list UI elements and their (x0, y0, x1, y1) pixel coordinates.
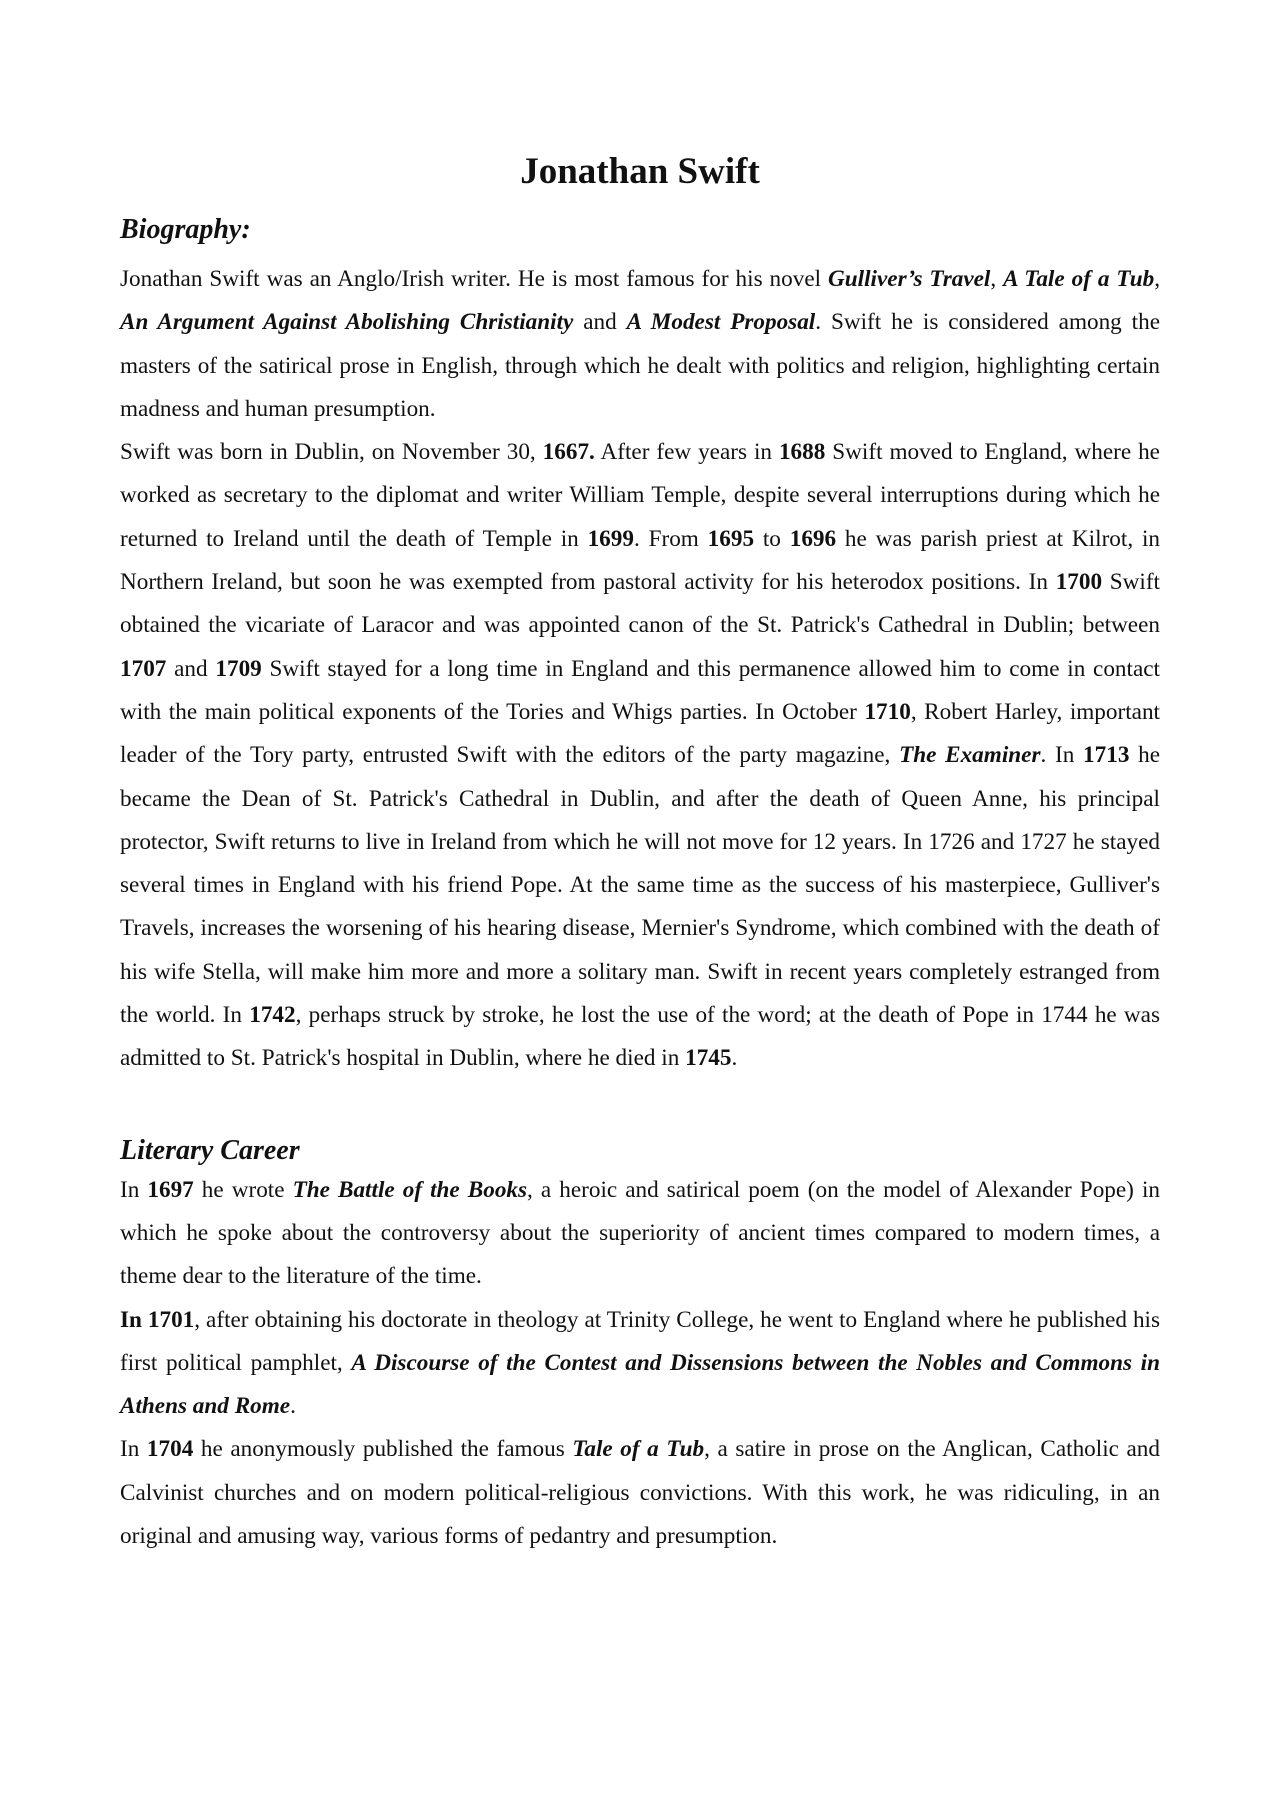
work-title: A Tale of a Tub (1003, 266, 1155, 292)
text-run: he wrote (193, 1176, 293, 1203)
text-run: , (1154, 266, 1161, 292)
text-run: . (731, 1045, 738, 1072)
text-run: . (290, 1393, 296, 1420)
year-emphasis: 1707 (120, 655, 167, 682)
text-run: , Robert Harley, important leader of the Tory party, entrusted Swift with the editors of the party magazine, (120, 698, 1160, 769)
work-title: Gulliver’s Travel (828, 266, 991, 292)
text-run: , a satire in prose on the Anglican, Catholic and Calvinist churches and on modern political-religious convictions. With this work, he was ridiculing, in an original and amusing way, various forms of pedantry and presumption. (120, 1436, 1160, 1550)
text-run: to (754, 525, 790, 552)
text-run: he anonymously published the famous (193, 1436, 573, 1463)
work-title: The Examiner (899, 742, 1041, 769)
year-emphasis: 1688 (778, 439, 826, 466)
text-run: Swift stayed for a long time in England and this permanence allowed him to come in contact with the main political exponents of the Tories and Whigs parties. In October (120, 655, 1160, 725)
text-run: Jonathan Swift was an Anglo/Irish writer. He is most famous for his novel (120, 266, 829, 292)
text-run: , a heroic and satirical poem (on the model of Alexander Pope) in which he spoke about the controversy about the superiority of ancient times compared to modern times, a theme dear to the literature of the time. (120, 1176, 1160, 1290)
text-run: . In (1040, 742, 1084, 769)
paragraph (120, 258, 1160, 431)
text-run: Swift moved to England, where he worked as secretary to the diplomat and writer William Temple, despite several interruptions during which he returned to Ireland until the death of Temple in (120, 439, 1160, 552)
year-emphasis: In 1701 (120, 1306, 195, 1333)
text-run: In (120, 1436, 147, 1463)
year-emphasis: 1695 (707, 525, 755, 552)
text-run: Swift was born in Dublin, on November 30, (120, 439, 543, 466)
year-emphasis: 1700 (1055, 569, 1103, 596)
year-emphasis: 1709 (215, 655, 262, 682)
literary-career-heading: Literary Career (120, 1134, 300, 1166)
text-run: he became the Dean of St. Patrick's Cathedral in Dublin, and after the death of Queen Anne, his principal protector, Swift returns to live in Ireland from which he will not move for 12 years. In 1726 and 1727 he stayed several times in England with his friend Pope. At the same time as the success of his masterpiece, Gulliver's Travels, increases the worsening of his hearing disease, Mernier's Syndrome, which combined with the death of his wife Stella, will make him more and more a solitary man. Swift in recent years completely estranged from the world. In (120, 742, 1161, 1029)
paragraph (120, 1428, 1160, 1558)
work-title: Tale of a Tub (572, 1436, 705, 1463)
text-run: . From (633, 525, 708, 552)
year-emphasis: 1667. (542, 439, 595, 466)
text-run: and (573, 309, 627, 336)
paragraph (120, 1299, 1160, 1429)
text-run: , after obtaining his doctorate in theology at Trinity College, he went to England where he published his first political pamphlet, (120, 1306, 1161, 1376)
document-title: Jonathan Swift (520, 151, 760, 192)
text-run: , (990, 266, 1004, 292)
text-run: Swift obtained the vicariate of Laracor and was appointed canon of the St. Patrick's Cathedral in Dublin; between (120, 569, 1160, 639)
text-run: and (166, 655, 216, 682)
text-run: he was parish priest at Kilrot, in Northern Ireland, but soon he was exempted from pastoral activity for his heterodox positions. In (120, 525, 1160, 596)
work-title: The Battle of the Books (292, 1176, 528, 1203)
year-emphasis: 1704 (146, 1436, 194, 1463)
year-emphasis: 1699 (587, 525, 634, 552)
text-run: , perhaps struck by stroke, he lost the use of the word; at the death of Pope in 1744 he was admitted to St. Patrick's hospital in Dublin, where he died in (120, 1002, 1160, 1072)
text-run: . Swift he is considered among the masters of the satirical prose in English, through which he dealt with politics and religion, highlighting certain madness and human presumption. (120, 309, 1160, 422)
year-emphasis: 1742 (249, 1002, 296, 1029)
paragraph (120, 1169, 1160, 1299)
year-emphasis: 1696 (789, 525, 837, 552)
paragraph (120, 431, 1160, 1080)
literary-career-body (120, 1169, 1160, 1559)
year-emphasis: 1745 (685, 1045, 732, 1072)
year-emphasis: 1713 (1083, 742, 1130, 769)
work-title: A Discourse of the Contest and Dissensions between the Nobles and Commons in Athens and Rome (120, 1349, 1161, 1420)
year-emphasis: 1710 (864, 698, 911, 725)
year-emphasis: 1697 (147, 1176, 194, 1203)
work-title: An Argument Against Abolishing Christianity (120, 309, 574, 336)
text-run: In (120, 1176, 148, 1203)
text-run: After few years in (594, 439, 779, 466)
biography-body (120, 258, 1160, 1081)
work-title: A Modest Proposal (626, 309, 816, 336)
biography-heading: Biography: (120, 214, 251, 245)
